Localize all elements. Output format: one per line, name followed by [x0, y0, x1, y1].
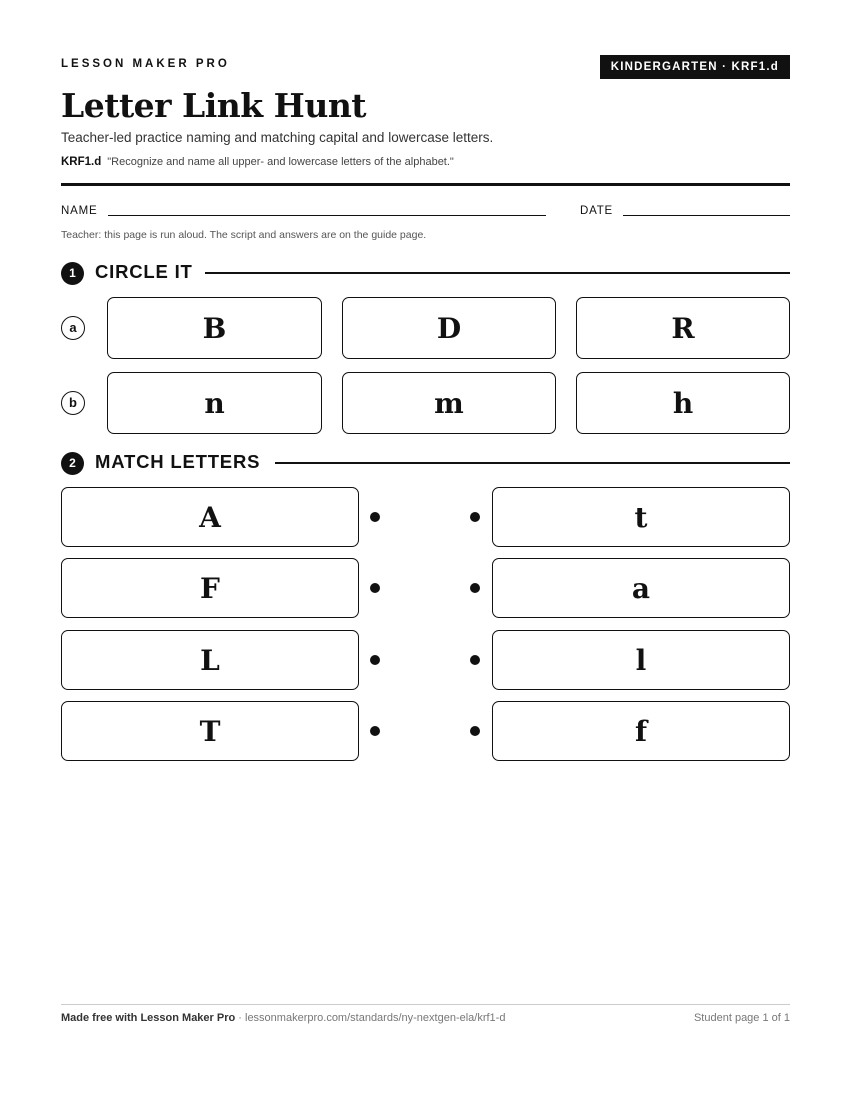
match-left-dot[interactable]: [370, 655, 380, 665]
match-right-box[interactable]: f: [492, 701, 790, 761]
row-label-a: a: [61, 316, 85, 340]
footer-credit: [61, 1012, 505, 1024]
match-left-dot[interactable]: [370, 512, 380, 522]
match-right-dot[interactable]: [470, 655, 480, 665]
section-title: CIRCLE IT: [95, 261, 193, 282]
footer-made-with: Made free with Lesson Maker Pro: [61, 1012, 236, 1024]
worksheet-title: Letter Link Hunt: [61, 86, 367, 125]
match-right-box[interactable]: t: [492, 487, 790, 547]
section-number-badge: 2: [61, 452, 84, 475]
date-label: DATE: [580, 205, 614, 217]
match-left-dot[interactable]: [370, 726, 380, 736]
footer-divider: [61, 1004, 790, 1005]
grade-standard-badge: KINDERGARTEN · KRF1.d: [600, 55, 790, 79]
section-number-badge: 1: [61, 262, 84, 285]
circle-letter-box[interactable]: R: [576, 297, 790, 359]
match-right-dot[interactable]: [470, 583, 480, 593]
circle-letter-box[interactable]: B: [107, 297, 322, 359]
circle-letter-box[interactable]: h: [576, 372, 790, 434]
standard-code: KRF1.d: [61, 156, 102, 168]
match-left-box[interactable]: T: [61, 701, 359, 761]
section-rule: [205, 272, 790, 274]
standard-text: "Recognize and name all upper- and lowercase letters of the alphabet.": [107, 156, 454, 168]
name-field[interactable]: [108, 215, 546, 216]
section-circle-it-header: [61, 260, 790, 284]
circle-letter-box[interactable]: n: [107, 372, 322, 434]
section-rule: [275, 462, 790, 464]
match-left-box[interactable]: F: [61, 558, 359, 618]
circle-letter-box[interactable]: D: [342, 297, 556, 359]
match-left-box[interactable]: A: [61, 487, 359, 547]
section-title: MATCH LETTERS: [95, 451, 261, 472]
footer-page-number: Student page 1 of 1: [693, 1012, 790, 1024]
worksheet-subtitle: Teacher-led practice naming and matching capital and lowercase letters.: [61, 130, 494, 145]
brand-name: LESSON MAKER PRO: [61, 58, 230, 70]
date-field[interactable]: [623, 215, 790, 216]
teacher-note: Teacher: this page is run aloud. The script and answers are on the guide page.: [61, 229, 427, 241]
row-label-b: b: [61, 391, 85, 415]
match-right-box[interactable]: l: [492, 630, 790, 690]
header-divider: [61, 183, 790, 186]
section-match-letters-header: [61, 450, 790, 474]
name-label: NAME: [61, 205, 98, 217]
standard-line: [61, 156, 454, 168]
footer-separator: ·: [235, 1012, 245, 1024]
match-right-dot[interactable]: [470, 726, 480, 736]
match-left-dot[interactable]: [370, 583, 380, 593]
circle-letter-box[interactable]: m: [342, 372, 556, 434]
match-right-dot[interactable]: [470, 512, 480, 522]
match-right-box[interactable]: a: [492, 558, 790, 618]
match-left-box[interactable]: L: [61, 630, 359, 690]
footer-url-link[interactable]: lessonmakerpro.com/standards/ny-nextgen-ela/krf1-d: [245, 1012, 506, 1024]
